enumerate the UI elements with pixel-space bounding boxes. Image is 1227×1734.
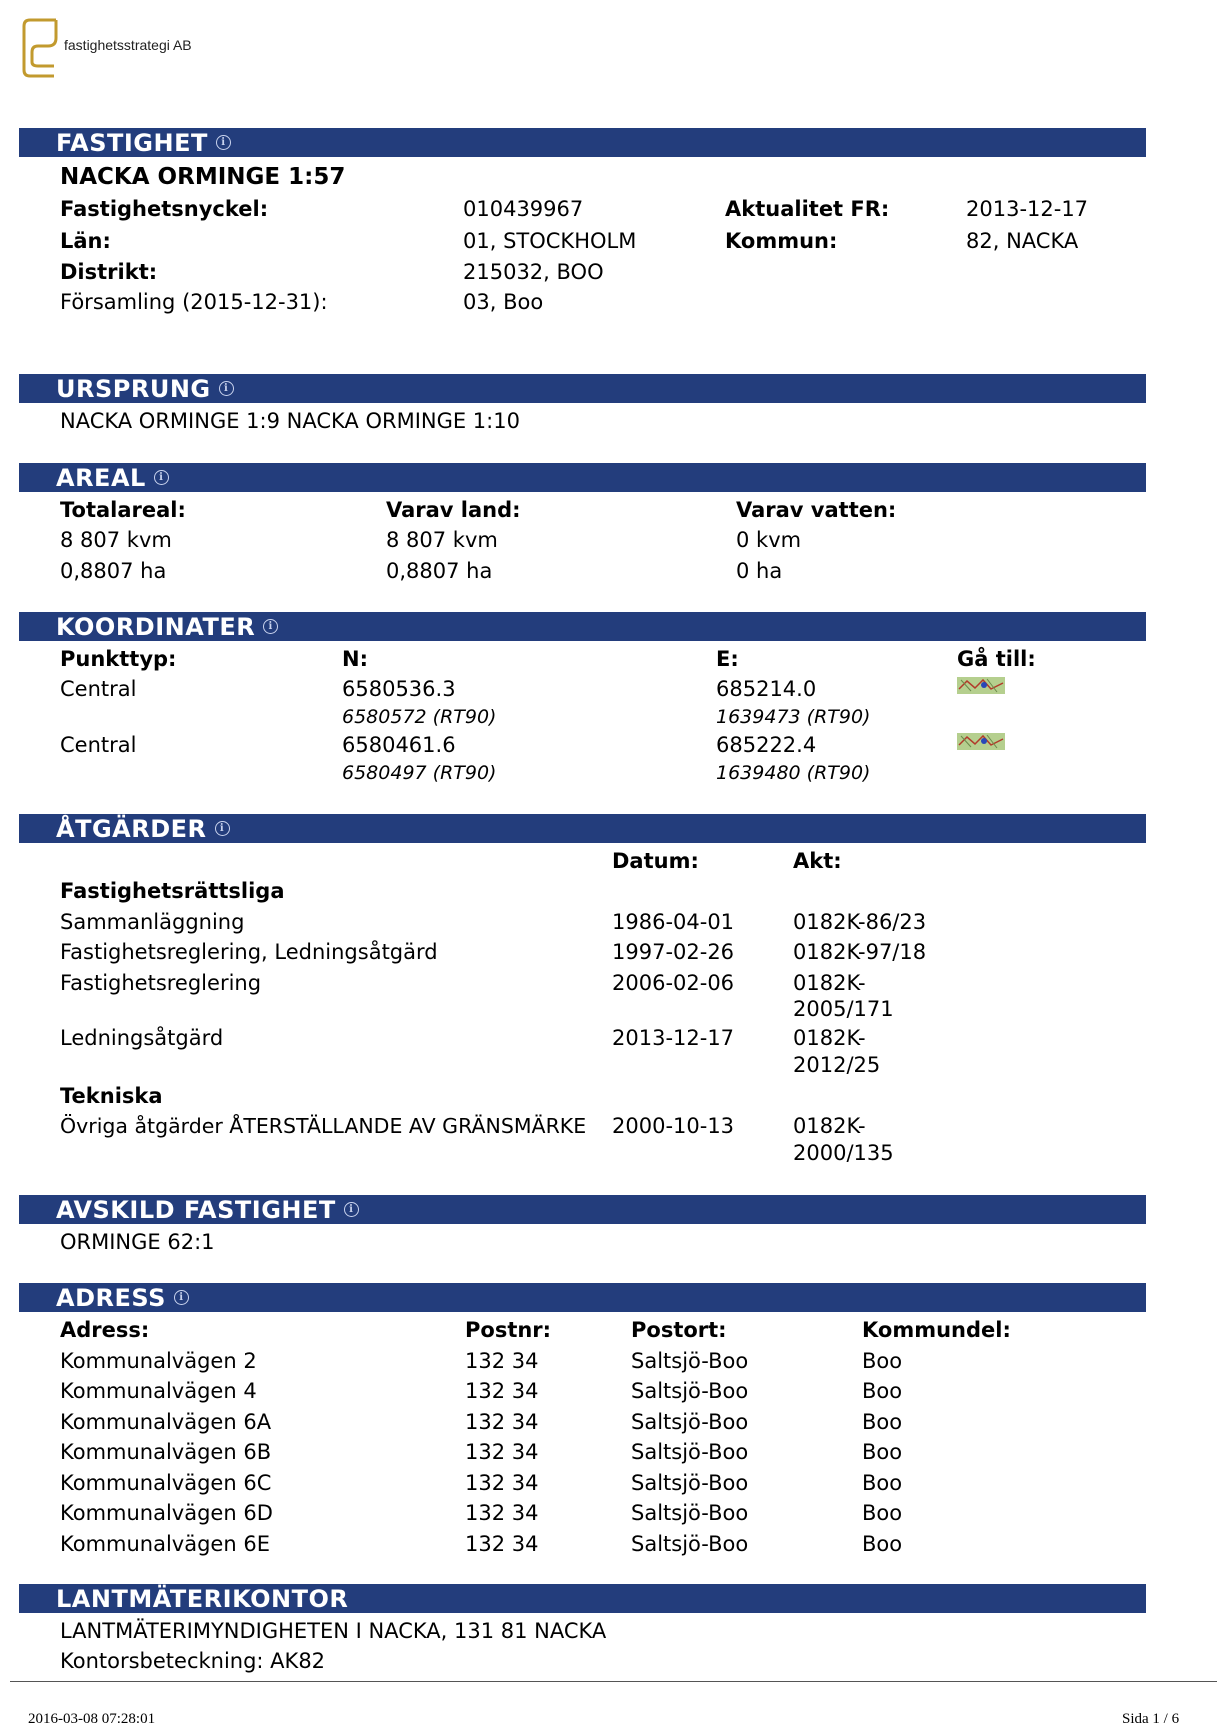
- address-row-kommundel: Boo: [862, 1410, 903, 1434]
- address-row-postort: Saltsjö-Boo: [631, 1410, 749, 1434]
- section-title: URSPRUNG: [56, 375, 211, 403]
- ursprung-text: NACKA ORMINGE 1:9 NACKA ORMINGE 1:10: [60, 409, 520, 433]
- atgard-row-datum: 2000-10-13: [612, 1114, 735, 1138]
- varav-land-label: Varav land:: [386, 498, 521, 522]
- map-thumbnail-icon[interactable]: [957, 677, 1005, 694]
- varav-land-kvm: 8 807 kvm: [386, 528, 498, 552]
- section-header-avskild: [19, 1195, 1146, 1224]
- varav-vatten-kvm: 0 kvm: [736, 528, 802, 552]
- punkttyp-label: Punkttyp:: [60, 647, 177, 671]
- section-header-fastighet: [19, 128, 1146, 157]
- aktualitet-value: 2013-12-17: [966, 197, 1089, 221]
- atgard-row-akt[interactable]: 0182K-: [793, 971, 866, 995]
- address-row-postnr: 132 34: [465, 1501, 539, 1525]
- atgard-row-datum: 1997-02-26: [612, 940, 735, 964]
- postort-label: Postort:: [631, 1318, 727, 1342]
- atgard-row-name: Övriga åtgärder ÅTERSTÄLLANDE AV GRÄNSMÄRKE: [60, 1114, 587, 1138]
- address-row-postnr: 132 34: [465, 1440, 539, 1464]
- address-row-postort: Saltsjö-Boo: [631, 1349, 749, 1373]
- section-title: KOORDINATER: [56, 613, 256, 641]
- address-row-kommundel: Boo: [862, 1379, 903, 1403]
- address-row-postort: Saltsjö-Boo: [631, 1501, 749, 1525]
- logo-text: fastighetsstrategi AB: [64, 37, 192, 53]
- footer-divider: [10, 1681, 1217, 1682]
- address-row-kommundel: Boo: [862, 1471, 903, 1495]
- koord-row-1-punkttyp: Central: [60, 677, 137, 701]
- fastighetsnyckel-value: 010439967: [463, 197, 584, 221]
- varav-land-ha: 0,8807 ha: [386, 559, 493, 583]
- n-label: N:: [342, 647, 368, 671]
- info-icon[interactable]: i: [154, 470, 169, 485]
- section-title: AVSKILD FASTIGHET: [56, 1196, 336, 1224]
- section-title: LANTMÄTERIKONTOR: [56, 1585, 349, 1613]
- atgard-row-name: Fastighetsreglering, Ledningsåtgärd: [60, 940, 438, 964]
- koord-row-2-e-rt90: 1639480 (RT90): [716, 762, 871, 784]
- address-row-postort: Saltsjö-Boo: [631, 1471, 749, 1495]
- section-header-ursprung: [19, 374, 1146, 403]
- koord-row-1-e-rt90: 1639473 (RT90): [716, 706, 871, 728]
- distrikt-label: Distrikt:: [60, 260, 158, 284]
- address-row-adress: Kommunalvägen 6D: [60, 1501, 273, 1525]
- address-row-postnr: 132 34: [465, 1471, 539, 1495]
- koord-row-2-n-rt90: 6580497 (RT90): [342, 762, 497, 784]
- address-row-postnr: 132 34: [465, 1349, 539, 1373]
- koord-row-2-n: 6580461.6: [342, 733, 456, 757]
- varav-vatten-label: Varav vatten:: [736, 498, 897, 522]
- atgard-row-datum: 2006-02-06: [612, 971, 735, 995]
- atgard-row-akt-cont[interactable]: 2012/25: [793, 1053, 881, 1077]
- distrikt-value: 215032, BOO: [463, 260, 604, 284]
- property-name: NACKA ORMINGE 1:57: [60, 164, 346, 190]
- akt-label: Akt:: [793, 849, 842, 873]
- address-row-adress: Kommunalvägen 2: [60, 1349, 257, 1373]
- kommun-label: Kommun:: [725, 229, 838, 253]
- address-row-adress: Kommunalvägen 6B: [60, 1440, 272, 1464]
- address-row-postort: Saltsjö-Boo: [631, 1532, 749, 1556]
- section-title: AREAL: [56, 464, 146, 492]
- address-row-kommundel: Boo: [862, 1349, 903, 1373]
- ga-till-label: Gå till:: [957, 647, 1036, 671]
- kommun-value: 82, NACKA: [966, 229, 1079, 253]
- kommundel-label: Kommundel:: [862, 1318, 1011, 1342]
- forsamling-value: 03, Boo: [463, 290, 544, 314]
- datum-label: Datum:: [612, 849, 699, 873]
- postnr-label: Postnr:: [465, 1318, 552, 1342]
- atgard-row-akt[interactable]: 0182K-: [793, 1026, 866, 1050]
- lan-value: 01, STOCKHOLM: [463, 229, 637, 253]
- koord-row-1-n-rt90: 6580572 (RT90): [342, 706, 497, 728]
- atgard-row-name: Sammanläggning: [60, 910, 245, 934]
- adress-label: Adress:: [60, 1318, 150, 1342]
- section-title: FASTIGHET: [56, 129, 208, 157]
- address-row-postnr: 132 34: [465, 1532, 539, 1556]
- avskild-text: ORMINGE 62:1: [60, 1230, 215, 1254]
- atgard-row-name: Ledningsåtgärd: [60, 1026, 224, 1050]
- section-header-atgarder: [19, 814, 1146, 843]
- address-row-adress: Kommunalvägen 6C: [60, 1471, 272, 1495]
- address-row-adress: Kommunalvägen 4: [60, 1379, 257, 1403]
- koord-row-1-n: 6580536.3: [342, 677, 456, 701]
- totalareal-label: Totalareal:: [60, 498, 186, 522]
- logo-mark-icon: [20, 16, 60, 80]
- address-row-kommundel: Boo: [862, 1501, 903, 1525]
- address-row-adress: Kommunalvägen 6E: [60, 1532, 270, 1556]
- section-header-adress: [19, 1283, 1146, 1312]
- section-title: ADRESS: [56, 1284, 166, 1312]
- section-header-koordinater: [19, 612, 1146, 641]
- totalareal-ha: 0,8807 ha: [60, 559, 167, 583]
- address-row-postort: Saltsjö-Boo: [631, 1379, 749, 1403]
- lan-label: Län:: [60, 229, 111, 253]
- atgard-row-datum: 2013-12-17: [612, 1026, 735, 1050]
- atgard-row-akt[interactable]: 0182K-97/18: [793, 940, 927, 964]
- info-icon[interactable]: i: [344, 1202, 359, 1217]
- aktualitet-label: Aktualitet FR:: [725, 197, 890, 221]
- koord-row-1-e: 685214.0: [716, 677, 817, 701]
- address-row-kommundel: Boo: [862, 1532, 903, 1556]
- atgard-row-datum: 1986-04-01: [612, 910, 735, 934]
- address-row-postnr: 132 34: [465, 1379, 539, 1403]
- group-tekniska: Tekniska: [60, 1084, 163, 1108]
- info-icon[interactable]: i: [263, 619, 278, 634]
- e-label: E:: [716, 647, 739, 671]
- info-icon[interactable]: i: [174, 1290, 189, 1305]
- map-thumbnail-icon[interactable]: [957, 733, 1005, 750]
- fastighetsnyckel-label: Fastighetsnyckel:: [60, 197, 269, 221]
- atgard-row-akt-cont[interactable]: 2005/171: [793, 997, 894, 1021]
- info-icon[interactable]: i: [219, 381, 234, 396]
- group-fastighetsrattsliga: Fastighetsrättsliga: [60, 879, 285, 903]
- address-row-postnr: 132 34: [465, 1410, 539, 1434]
- koord-row-2-e: 685222.4: [716, 733, 817, 757]
- address-row-adress: Kommunalvägen 6A: [60, 1410, 272, 1434]
- company-logo: [20, 16, 220, 80]
- atgard-row-akt[interactable]: 0182K-: [793, 1114, 866, 1138]
- totalareal-kvm: 8 807 kvm: [60, 528, 172, 552]
- footer-timestamp: 2016-03-08 07:28:01: [28, 1711, 156, 1727]
- koord-row-2-punkttyp: Central: [60, 733, 137, 757]
- atgard-row-name: Fastighetsreglering: [60, 971, 262, 995]
- atgard-row-akt-cont[interactable]: 2000/135: [793, 1141, 894, 1165]
- info-icon[interactable]: i: [215, 821, 230, 836]
- address-row-postort: Saltsjö-Boo: [631, 1440, 749, 1464]
- address-row-kommundel: Boo: [862, 1440, 903, 1464]
- forsamling-label: Församling (2015-12-31):: [60, 290, 328, 314]
- footer-page-number: Sida 1 / 6: [1122, 1711, 1180, 1727]
- varav-vatten-ha: 0 ha: [736, 559, 783, 583]
- atgard-row-akt[interactable]: 0182K-86/23: [793, 910, 927, 934]
- info-icon[interactable]: i: [216, 135, 231, 150]
- section-header-areal: [19, 463, 1146, 492]
- lantmateri-line-1: LANTMÄTERIMYNDIGHETEN I NACKA, 131 81 NACKA: [60, 1619, 607, 1643]
- section-header-lantmaterikontor: [19, 1584, 1146, 1613]
- lantmateri-line-2: Kontorsbeteckning: AK82: [60, 1649, 326, 1673]
- section-title: ÅTGÄRDER: [56, 815, 207, 843]
